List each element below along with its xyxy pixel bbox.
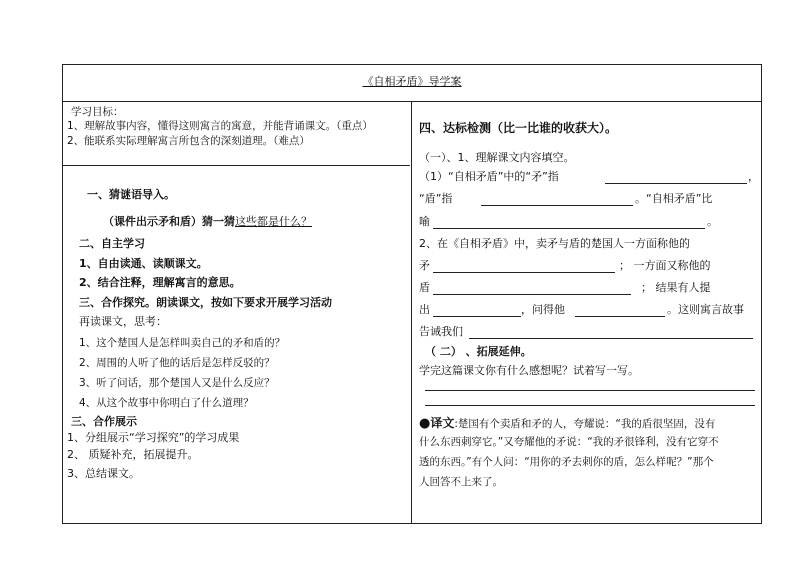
- section-heading: 二、自主学习: [79, 237, 145, 250]
- goals-heading: 学习目标：: [71, 106, 124, 118]
- answer-blank[interactable]: [575, 316, 665, 317]
- question-text: 2、在《自相矛盾》中，卖矛与盾的楚国人一方面称他的: [419, 237, 690, 250]
- goal-item: 1、理解故事内容，懂得这则寓言的寓意，并能背诵课文。（重点）: [67, 120, 373, 132]
- translation-line: 透的东西。”有个人问：“用你的矛去刺你的盾，怎么样呢？”那个: [419, 456, 714, 468]
- question-text: 。“自相矛盾”比: [635, 192, 713, 205]
- question-text: “盾”指: [419, 192, 453, 205]
- question-text: ，: [748, 170, 759, 183]
- answer-blank[interactable]: [433, 228, 705, 229]
- answer-blank[interactable]: [469, 338, 753, 339]
- question-text: 。这则寓言故事: [667, 303, 744, 316]
- question-item: 4、从这个故事中你明白了什么道理？: [79, 397, 254, 409]
- writing-line[interactable]: [425, 405, 755, 406]
- answer-blank[interactable]: [605, 183, 747, 184]
- question-text: 喻: [419, 215, 430, 228]
- question-item: 2、周围的人听了他的话后是怎样反驳的？: [79, 357, 275, 369]
- sub-heading: （一）、1、理解课文内容填空。: [419, 151, 575, 164]
- answer-blank[interactable]: [433, 316, 521, 317]
- translation-label: 译文: [430, 416, 455, 430]
- translation-line: ●译文:楚国有个卖盾和矛的人，夸耀说：“我的盾很坚固，没有: [419, 416, 716, 431]
- section-heading: 三、合作探究。朗读课文，按如下要求开展学习活动: [79, 296, 332, 309]
- answer-blank[interactable]: [433, 294, 631, 295]
- guess-prompt: （课件出示矛和盾）猜一猜这些都是什么？: [103, 215, 312, 228]
- writing-line[interactable]: [425, 390, 755, 391]
- answer-blank[interactable]: [481, 205, 633, 206]
- question-item: 3、听了问话，那个楚国人又是什么反应？: [79, 377, 275, 389]
- question-text: 。: [707, 215, 718, 228]
- sub-heading: （ 二） 、拓展延伸。: [425, 345, 532, 358]
- list-item: 1、自由读通、读顺课文。: [79, 257, 208, 270]
- worksheet-table: [62, 64, 762, 524]
- question-text: 盾: [419, 281, 430, 294]
- list-item: 1、分组展示“学习探究”的学习成果: [67, 431, 240, 444]
- answer-blank[interactable]: [433, 272, 615, 273]
- bullet-icon: ●: [419, 416, 431, 431]
- question-text: ； 一方面又称他的: [619, 259, 711, 272]
- static-text: 学完这篇课文你有什么感想呢？试着写一写。: [419, 364, 639, 377]
- column-divider: [411, 101, 412, 523]
- section-heading: 四、达标检测（比一比谁的收获大）。: [419, 121, 618, 135]
- goal-item: 2、能联系实际理解寓言所包含的深刻道理。（难点）: [67, 135, 310, 147]
- question-text: 矛: [419, 259, 430, 272]
- page-title: 《自相矛盾》导学案: [362, 75, 462, 88]
- section-heading: 三、合作展示: [71, 415, 137, 428]
- translation-line: 人回答不上来了。: [419, 476, 503, 488]
- list-item: 2、 质疑补充，拓展提升。: [67, 448, 199, 461]
- question-text: （1）“自相矛盾”中的“矛”指: [419, 170, 559, 183]
- left-row-divider: [63, 165, 410, 166]
- question-item: 1、这个楚国人是怎样叫卖自己的矛和盾的？: [79, 337, 286, 349]
- list-item: 3、总结课文。: [67, 467, 140, 480]
- static-text: 再读课文，思考：: [79, 315, 167, 328]
- question-text: 告诫我们: [419, 325, 463, 338]
- question-text: ； 结果有人提: [641, 281, 711, 294]
- list-item: 2、结合注释，理解寓言的意思。: [79, 276, 241, 289]
- question-text: 出: [419, 303, 430, 316]
- translation-line: 什么东西刺穿它。”又夸耀他的矛说：“我的矛很锋利，没有它穿不: [419, 436, 719, 448]
- question-text: ，问得他: [521, 303, 565, 316]
- section-heading: 一、猜谜语导入。: [87, 188, 175, 201]
- row-divider: [63, 101, 761, 102]
